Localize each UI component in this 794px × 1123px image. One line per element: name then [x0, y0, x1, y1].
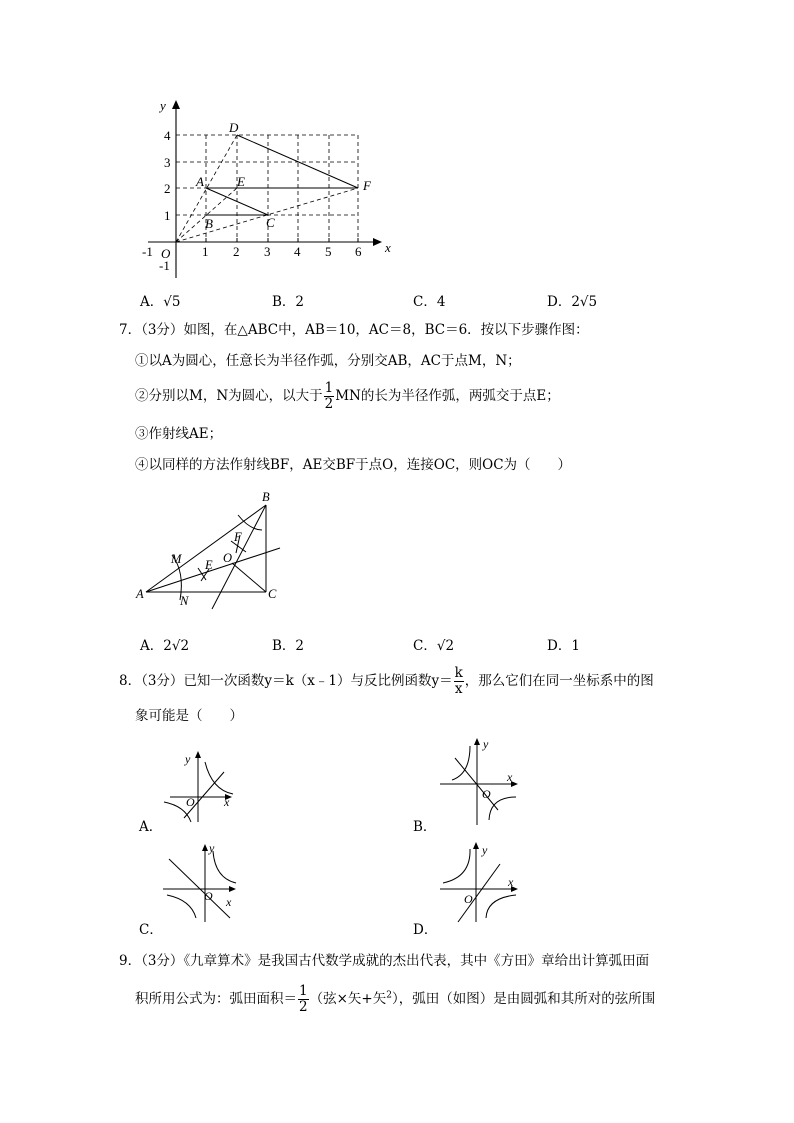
point-label-a: A — [136, 587, 144, 601]
x-tick-label: 3 — [264, 244, 271, 259]
point-label-m: M — [171, 552, 182, 566]
q8-option-a[interactable]: A． — [139, 819, 163, 835]
point-label-b: B — [205, 216, 213, 231]
y-axis-label: y — [160, 98, 166, 113]
x-tick-label: 2 — [233, 244, 240, 259]
q9-stem-line2: 积所用公式为：弧田面积＝ $\frac{1}{2}$ （弦×矢+矢$^2$），弧田（如图）是由圆弧和其所对的弦所围 — [135, 983, 656, 1015]
q6-coordinate-figure — [138, 95, 398, 280]
point-label-f: F — [363, 178, 371, 193]
option-value: 1 — [571, 638, 580, 654]
x-tick-label: 1 — [202, 244, 209, 259]
point-label-b: B — [262, 490, 270, 504]
svg-text:y: y — [482, 843, 488, 857]
fraction: $\frac{1}{2}$ — [324, 380, 334, 412]
x-tick-label: 6 — [355, 244, 362, 259]
q8-graph-d — [430, 838, 525, 928]
point-label-a: A — [196, 174, 204, 189]
option-value: √2 — [436, 638, 455, 654]
x-axis-label: x — [385, 240, 391, 255]
option-value: 2√2 — [163, 638, 190, 654]
x-tick-label: 5 — [325, 244, 332, 259]
q7-option-a[interactable]: A．2√2 — [140, 638, 190, 654]
q6-option-d[interactable]: D．2√5 — [547, 294, 598, 310]
x-tick-label: 4 — [294, 244, 301, 259]
q8-stem-line2: 象可能是（ ） — [135, 708, 243, 724]
svg-text:x: x — [224, 795, 230, 809]
q8-option-d[interactable]: D． — [413, 922, 438, 938]
point-label-c: C — [266, 215, 275, 230]
q7-step-4: ④以同样的方法作射线BF，AE交BF于点O，连接OC，则OC为（ ） — [135, 457, 572, 473]
svg-text:y: y — [185, 752, 191, 766]
svg-text:y: y — [209, 841, 215, 855]
fraction: $\frac{k}{x}$ — [454, 665, 463, 697]
q6-option-c[interactable]: C．4 — [413, 294, 446, 310]
q9-stem-line1: 9．（3分）《九章算术》是我国古代数学成就的杰出代表，其中《方田》章给出计算弧田面 — [119, 953, 650, 969]
svg-text:O: O — [482, 787, 491, 801]
option-value: √5 — [163, 294, 181, 310]
point-label-d: D — [229, 120, 239, 135]
q7-triangle-figure — [132, 485, 292, 610]
svg-text:y: y — [483, 737, 489, 751]
q8-graph-b — [430, 735, 525, 830]
q7-option-c[interactable]: C．√2 — [413, 638, 455, 654]
q8-option-b[interactable]: B． — [413, 819, 437, 835]
svg-text:O: O — [464, 892, 473, 906]
y-tick-label: 4 — [164, 128, 171, 143]
q7-option-d[interactable]: D．1 — [547, 638, 580, 654]
option-value: 2 — [295, 294, 305, 310]
q8-stem: 8．（3分）已知一次函数y＝k（x﹣1）与反比例函数y＝ $\frac{k}{x}$ ，那么它们在同一坐标系中的图 — [119, 665, 654, 697]
origin-label: O — [161, 246, 171, 261]
svg-text:x: x — [507, 770, 513, 784]
point-label-n: N — [180, 594, 189, 608]
q7-step-1: ①以A为圆心，任意长为半径作弧，分别交AB，AC于点M，N； — [135, 353, 521, 369]
point-label-e: E — [237, 174, 245, 189]
q6-option-b[interactable]: B．2 — [272, 294, 305, 310]
q7-option-b[interactable]: B．2 — [272, 638, 305, 654]
y-tick-label: -1 — [159, 258, 170, 273]
q7-step-3: ③作射线AE； — [135, 426, 223, 442]
point-label-e: E — [205, 558, 213, 572]
y-tick-label: 3 — [164, 155, 171, 170]
option-value: 4 — [436, 294, 446, 310]
q8-option-c[interactable]: C． — [139, 922, 163, 938]
point-label-f: F — [234, 530, 242, 544]
fraction: $\frac{1}{2}$ — [299, 983, 308, 1015]
option-value: 2√5 — [571, 294, 598, 310]
svg-text:x: x — [226, 895, 232, 909]
y-tick-label: 1 — [164, 208, 171, 223]
svg-text:O: O — [186, 795, 195, 809]
q8-graph-a — [160, 740, 240, 830]
x-tick-label: -1 — [142, 244, 153, 259]
q8-graph-c — [160, 840, 245, 930]
point-label-c: C — [268, 587, 277, 601]
q7-step-2: ②分别以M，N为圆心，以大于 $\frac{1}{2}$ MN的长为半径作弧，两弧交于点E； — [135, 380, 560, 412]
q7-stem: 7．（3分）如图，在△ABC中，AB＝10，AC＝8，BC＝6．按以下步骤作图： — [119, 322, 589, 338]
point-label-o: O — [223, 551, 233, 565]
q6-option-a[interactable]: A．√5 — [140, 294, 181, 310]
option-value: 2 — [295, 638, 305, 654]
y-tick-label: 2 — [164, 181, 171, 196]
svg-text:x: x — [508, 875, 514, 889]
svg-text:O: O — [204, 889, 213, 903]
